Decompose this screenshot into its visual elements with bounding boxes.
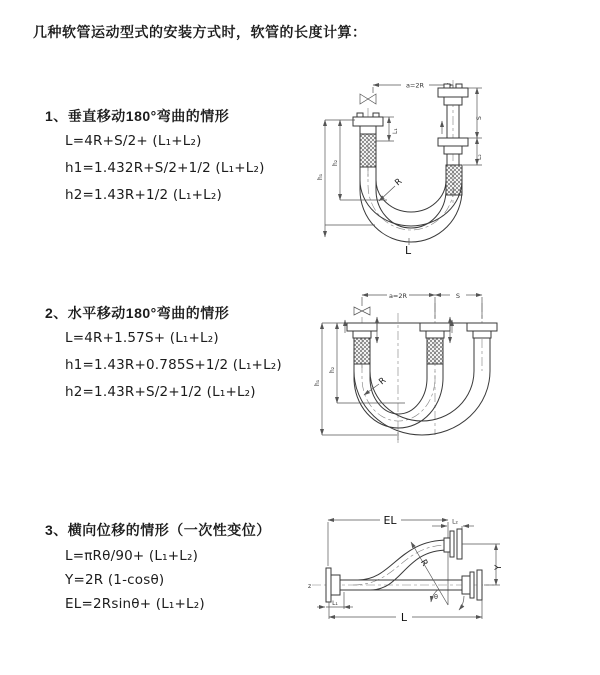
section-2-formula-h2: h2=1.43R+S/2+1/2 (L₁+L₂) (65, 384, 256, 400)
radius-leader (364, 376, 388, 395)
left-pipe-assembly (353, 113, 383, 167)
section-2-heading: 2、水平移动180°弯曲的情形 (45, 305, 230, 321)
dim-label-h1: h₁ (314, 379, 321, 386)
label-theta: θ (434, 593, 438, 601)
dim-label-l1: L₁ (332, 600, 338, 607)
dim-label-l: L (400, 611, 408, 624)
section-3-formula-EL: EL=2Rsinθ+ (L₁+L₂) (65, 596, 205, 612)
braided-hose-section (354, 338, 370, 364)
dim-label-s: S (476, 116, 483, 120)
braided-hose-section (360, 134, 376, 167)
dim-label-h2: h₂ (329, 366, 336, 373)
braided-hose-section (427, 338, 443, 364)
left-pipe-assembly (345, 320, 377, 364)
label-R: R (393, 176, 405, 189)
upper-flange-assembly (444, 529, 462, 559)
dim-label-y: Y (494, 564, 504, 570)
centerline-mark: z (308, 583, 312, 590)
section-3-formula-L: L=πRθ/90+ (L₁+L₂) (65, 548, 199, 564)
label-R: R (377, 375, 389, 388)
radius-leader (411, 542, 448, 605)
left-flange-assembly (326, 568, 340, 602)
dim-l (329, 600, 482, 624)
dim-el (328, 514, 448, 605)
valve-icon (360, 94, 376, 104)
label-L-group (405, 238, 412, 257)
section-1-formula-h2: h2=1.43R+1/2 (L₁+L₂) (65, 187, 222, 203)
section-2-formula-L: L=4R+1.57S+ (L₁+L₂) (65, 330, 219, 346)
diagram-1-vertical-bend (305, 68, 597, 264)
dim-label-s: S (455, 291, 461, 300)
label-R: R (417, 557, 430, 569)
section-2-formula-h1: h1=1.43R+0.785S+1/2 (L₁+L₂) (65, 357, 282, 373)
right-flange-assembly (462, 570, 482, 600)
dim-label-l2: L₂ (452, 518, 458, 526)
valve-icon (354, 307, 370, 315)
centerlines (368, 80, 454, 230)
dim-label-h1: h₁ (317, 173, 324, 180)
section-3-formula-Y: Y=2R (1-cosθ) (65, 572, 165, 588)
right-pipe-assembly (438, 84, 468, 195)
right-pipe-assembly (467, 323, 497, 338)
section-3-heading: 3、横向位移的情形（一次性变位） (45, 522, 271, 538)
label-L: L (405, 244, 412, 257)
braided-hose-section (446, 165, 462, 195)
section-1-formula-L: L=4R+S/2+ (L₁+L₂) (65, 133, 202, 149)
middle-pipe-assembly (420, 320, 452, 364)
section-1-formula-h1: h1=1.432R+S/2+1/2 (L₁+L₂) (65, 160, 265, 176)
diagram-3-lateral-displacement (298, 500, 598, 668)
dim-label-l2: L₂ (476, 154, 483, 160)
diagram-2-horizontal-bend (305, 283, 597, 465)
section-1-heading: 1、垂直移动180°弯曲的情形 (45, 108, 230, 124)
hose-u-curves (354, 338, 490, 435)
angle-theta (431, 589, 464, 610)
dim-label-el: EL (383, 514, 397, 527)
dim-label-a2r: a=2R (405, 81, 425, 90)
dim-a2r-s (362, 292, 482, 319)
dim-label-l1: L₁ (392, 128, 399, 134)
dim-label-a2r: a=2R (388, 291, 408, 300)
dim-label-h2: h₂ (332, 159, 339, 166)
radius-leader (379, 177, 404, 201)
page-title: 几种软管运动型式的安装方式时，软管的长度计算： (33, 24, 367, 40)
dim-s-l2 (463, 88, 483, 165)
